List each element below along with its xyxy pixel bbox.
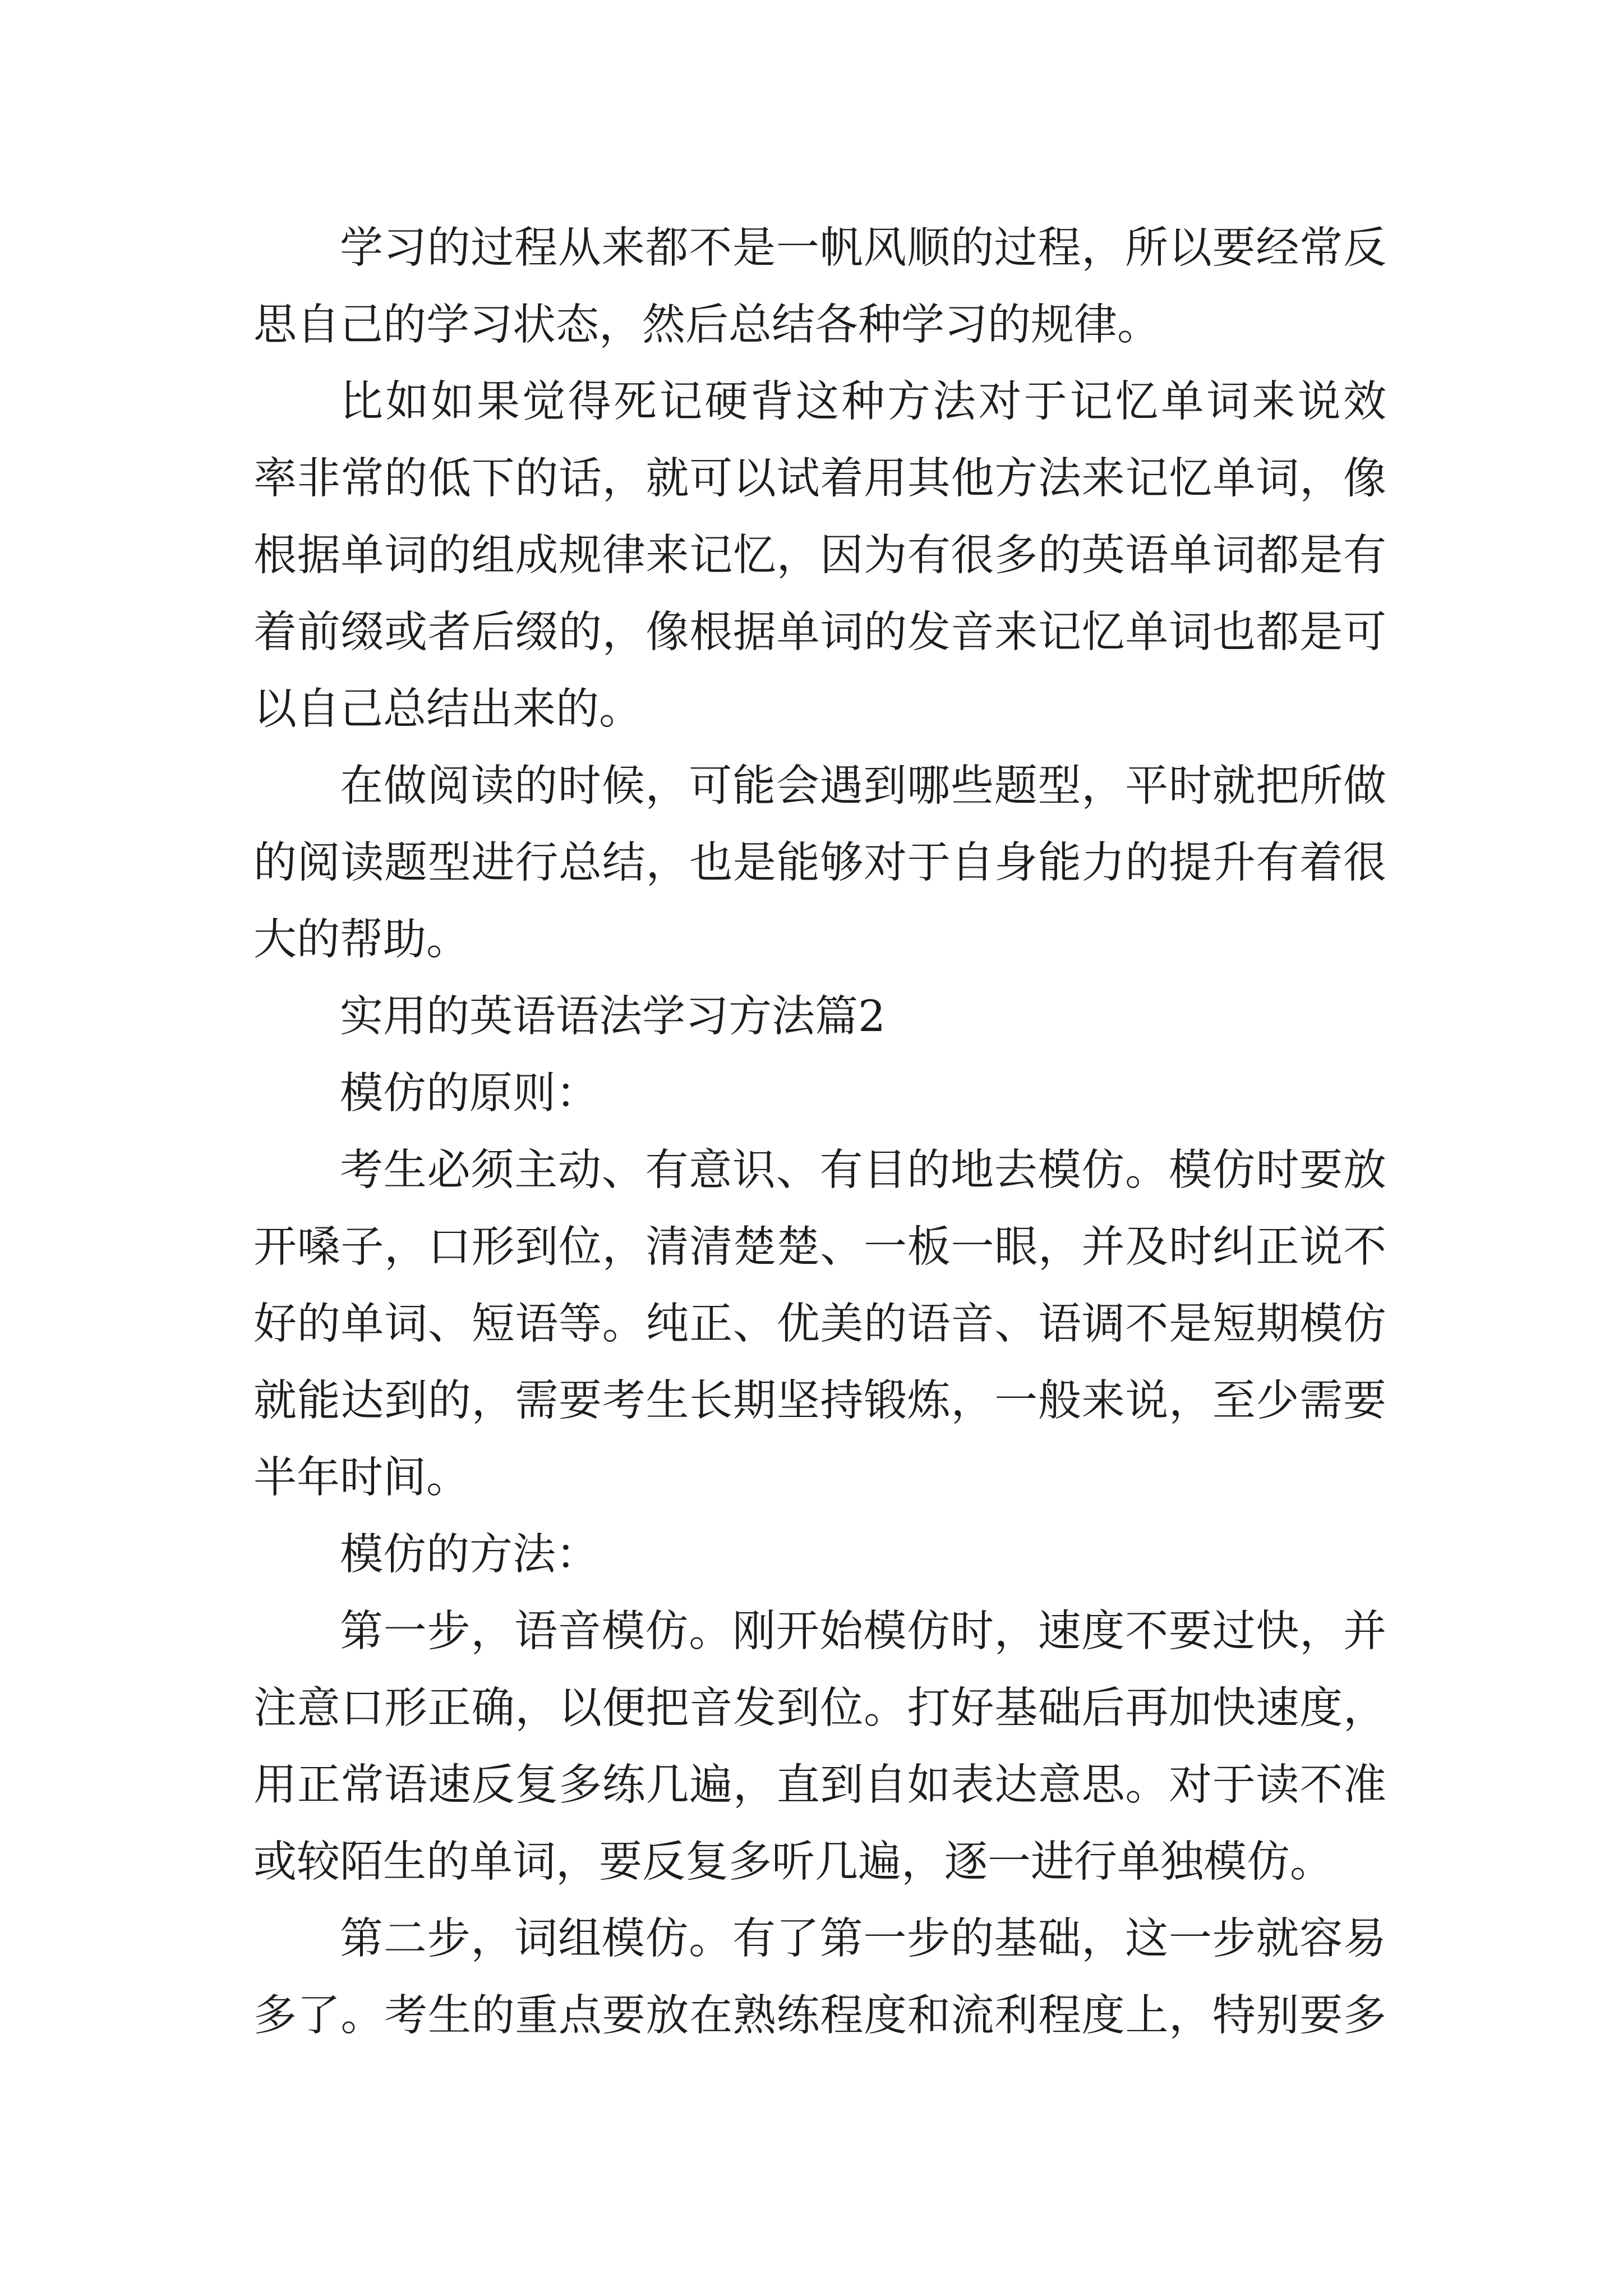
paragraph bbox=[253, 1132, 1386, 1516]
text-line: 比如如果觉得死记硬背这种方法对于记忆单词来说效 bbox=[340, 377, 1386, 427]
subheading-text: 模仿的原则： bbox=[340, 1069, 599, 1119]
text-line: 的阅读题型进行总结，也是能够对于自身能力的提升有着很 bbox=[253, 838, 1386, 888]
text-line: 第二步，词组模仿。有了第一步的基础，这一步就容易 bbox=[340, 1914, 1386, 1964]
text-line: 率非常的低下的话，就可以试着用其他方法来记忆单词，像 bbox=[253, 454, 1386, 504]
text-line: 考生必须主动、有意识、有目的地去模仿。模仿时要放 bbox=[340, 1145, 1386, 1195]
paragraph bbox=[253, 748, 1386, 978]
text-line: 用正常语速反复多练几遍，直到自如表达意思。对于读不准 bbox=[253, 1760, 1386, 1810]
subheading bbox=[253, 1055, 1386, 1132]
paragraph bbox=[253, 364, 1386, 748]
text-line: 学习的过程从来都不是一帆风顺的过程，所以要经常反 bbox=[340, 223, 1386, 273]
paragraph bbox=[253, 210, 1386, 364]
text-line: 好的单词、短语等。纯正、优美的语音、语调不是短期模仿 bbox=[253, 1299, 1386, 1349]
text-line: 思自己的学习状态，然后总结各种学习的规律。 bbox=[253, 300, 1160, 350]
document-body bbox=[253, 210, 1386, 2054]
text-line: 以自己总结出来的。 bbox=[253, 684, 642, 734]
section-heading bbox=[253, 978, 1386, 1055]
subheading-text: 模仿的方法： bbox=[340, 1530, 599, 1580]
text-line: 或较陌生的单词，要反复多听几遍，逐一进行单独模仿。 bbox=[253, 1837, 1333, 1887]
text-line: 多了。考生的重点要放在熟练程度和流利程度上，特别要多 bbox=[253, 1991, 1386, 2041]
text-line: 开嗓子，口形到位，清清楚楚、一板一眼，并及时纠正说不 bbox=[253, 1222, 1386, 1272]
text-line: 在做阅读的时候，可能会遇到哪些题型，平时就把所做 bbox=[340, 761, 1386, 811]
text-line: 根据单词的组成规律来记忆，因为有很多的英语单词都是有 bbox=[253, 531, 1386, 581]
text-line: 着前缀或者后缀的，像根据单词的发音来记忆单词也都是可 bbox=[253, 608, 1386, 657]
section-heading-text: 实用的英语语法学习方法篇2 bbox=[340, 992, 886, 1042]
paragraph bbox=[253, 1593, 1386, 1901]
text-line: 大的帮助。 bbox=[253, 915, 469, 965]
paragraph bbox=[253, 1901, 1386, 2054]
text-line: 注意口形正确，以便把音发到位。打好基础后再加快速度， bbox=[253, 1683, 1386, 1733]
text-line: 第一步，语音模仿。刚开始模仿时，速度不要过快，并 bbox=[340, 1607, 1386, 1657]
text-line: 半年时间。 bbox=[253, 1453, 469, 1503]
subheading bbox=[253, 1516, 1386, 1593]
text-line: 就能达到的，需要考生长期坚持锻炼，一般来说，至少需要 bbox=[253, 1376, 1386, 1426]
